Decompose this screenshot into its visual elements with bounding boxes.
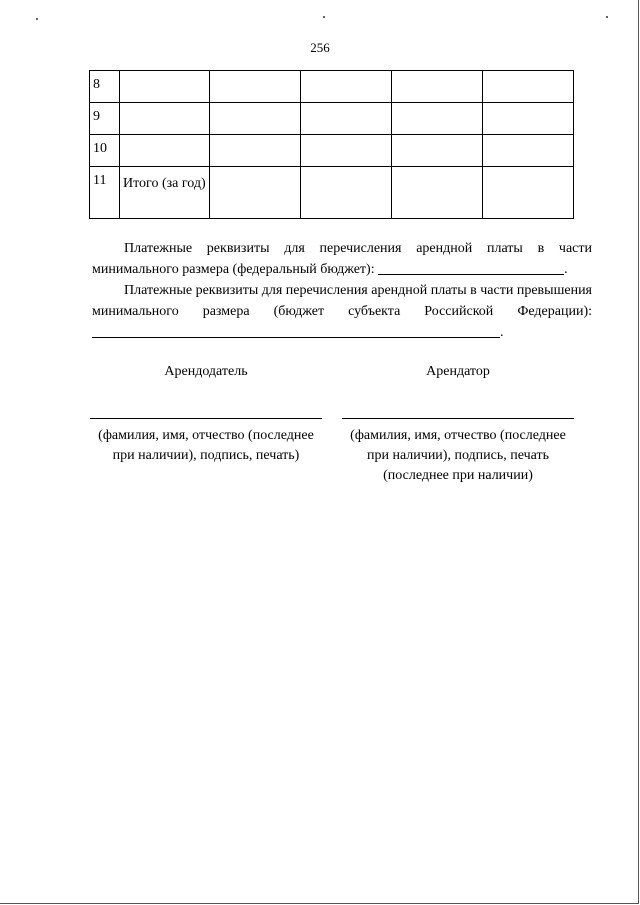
table-cell [301,103,392,135]
table-cell [483,135,574,167]
row-number: 8 [90,71,120,103]
table-cell [392,167,483,219]
table-cell [392,71,483,103]
tenant-title: Арендатор [426,364,490,379]
period: . [564,262,568,277]
table-cell [301,135,392,167]
landlord-title: Арендодатель [164,364,248,379]
table-cell [392,103,483,135]
row-number: 9 [90,103,120,135]
tenant-signature-caption: (фамилия, имя, отчество (последнее при наличии), подпись, печать (последнее при наличии) [350,428,566,483]
table-row [90,167,574,219]
tenant-signature-line[interactable] [342,418,574,419]
row-name: Итого (за год) [120,167,210,219]
payment-details-federal [92,238,592,280]
table-cell [301,71,392,103]
table-cell [210,71,301,103]
fill-in-blank[interactable] [378,260,564,275]
table-row [90,135,574,167]
scan-speck [323,16,325,18]
page-number: 256 [310,40,330,55]
payment-details-regional-text: Платежные реквизиты для перечисления арендной платы в части превышения минимального размера (бюджет субъекта Российской Федерации): [92,283,592,319]
fill-in-blank[interactable] [92,323,500,338]
landlord-signature-line[interactable] [90,418,322,419]
table-row [90,103,574,135]
scan-speck [36,18,38,20]
table-cell [392,135,483,167]
table-cell [210,103,301,135]
table-cell [483,167,574,219]
period: . [500,325,504,340]
row-number: 11 [90,167,120,219]
table-cell [210,167,301,219]
scan-speck [606,16,608,18]
table-cell [483,103,574,135]
row-number: 10 [90,135,120,167]
table-cell [301,167,392,219]
table-cell [483,71,574,103]
payment-details-federal-text: Платежные реквизиты для перечисления арендной платы в части минимального размера (федеральный бюджет): [92,241,592,277]
row-name [120,135,210,167]
table-row [90,71,574,103]
payment-details-regional [92,280,592,343]
row-name [120,103,210,135]
rent-table [89,70,574,219]
table-cell [210,135,301,167]
landlord-signature-caption: (фамилия, имя, отчество (последнее при наличии), подпись, печать) [98,428,314,463]
row-name [120,71,210,103]
